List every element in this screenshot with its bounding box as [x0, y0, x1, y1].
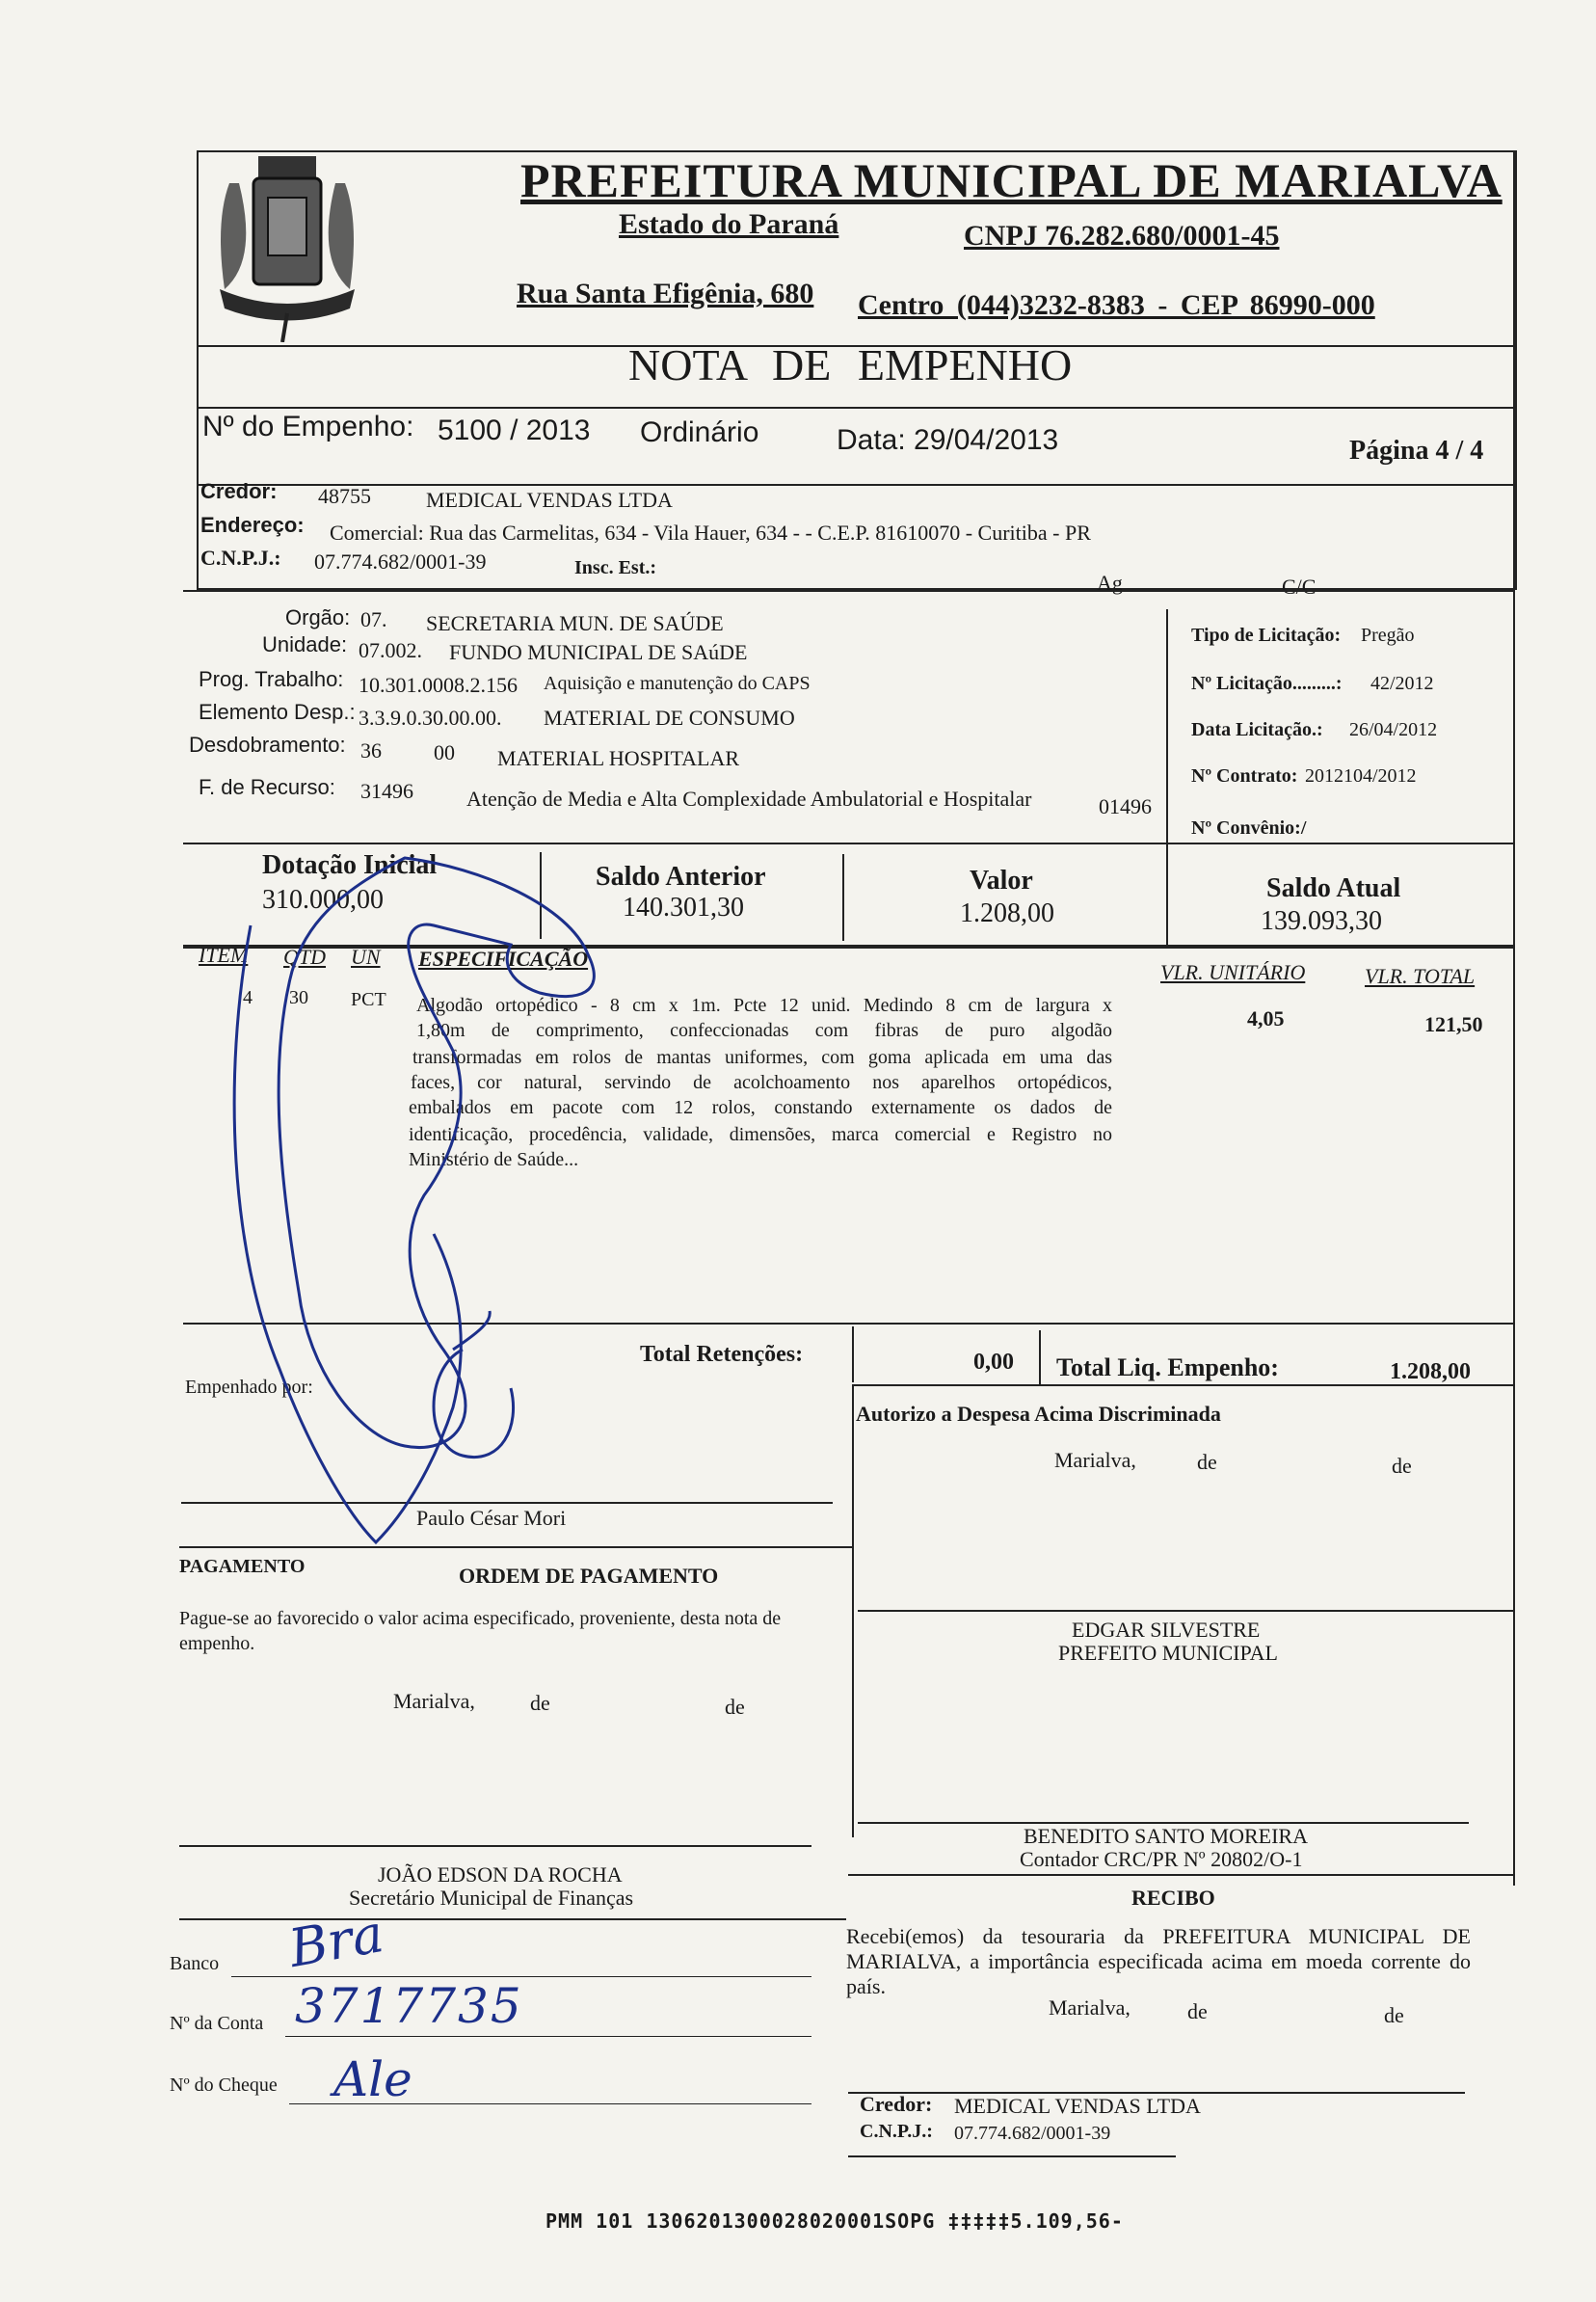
item-qtd: 30: [289, 987, 308, 1008]
pagamento-text: Pague-se ao favorecido o valor acima especificado, proveniente, desta nota de empenho.: [179, 1608, 782, 1654]
contrato-value: 2012104/2012: [1305, 765, 1417, 787]
orgao-name: SECRETARIA MUN. DE SAÚDE: [426, 611, 724, 635]
unidade-label: Unidade:: [262, 632, 348, 656]
footer-code: PMM 101 1306201300028020001SOPG ‡‡‡‡‡5.109,56-: [545, 2209, 1124, 2233]
autorizo-de-2: de: [1392, 1454, 1412, 1478]
header-state: Estado do Paraná: [619, 208, 839, 240]
recibo-cnpj-value: 07.774.682/0001-39: [954, 2123, 1111, 2144]
cheque-handwritten: Ale: [333, 2051, 412, 2107]
prog-label: Prog. Trabalho:: [199, 667, 344, 691]
handwritten-rubric: [164, 829, 626, 1562]
col-qtd: QTD: [283, 945, 327, 969]
credor-label: Credor:: [200, 479, 278, 503]
recibo-credor-label: Credor:: [860, 2092, 933, 2116]
recibo-label: RECIBO: [1131, 1886, 1215, 1910]
recibo-de-1: de: [1187, 1999, 1208, 2023]
credor-code: 48755: [318, 484, 371, 508]
recibo-city: Marialva,: [1049, 1995, 1130, 2020]
doc-title: NOTA DE EMPENHO: [628, 340, 1073, 389]
saldo-anterior-value: 140.301,30: [623, 893, 744, 923]
col-especificacao: ESPECIFICAÇÃO: [418, 947, 589, 971]
pagamento-label: PAGAMENTO: [179, 1556, 306, 1577]
autorizo-label: Autorizo a Despesa Acima Discriminada: [856, 1402, 1221, 1426]
conta-handwritten: 3717735: [295, 1978, 523, 2034]
total-retencoes-label: Total Retenções:: [640, 1342, 804, 1367]
desdobramento-name: MATERIAL HOSPITALAR: [497, 746, 740, 770]
saldo-anterior-label: Saldo Anterior: [596, 862, 766, 892]
item-vlr-total: 121,50: [1424, 1012, 1483, 1036]
item-desc-line-6: identificação, procedência, validade, dimensões, marca comercial e Registro no: [409, 1124, 1112, 1145]
banco-label: Banco: [170, 1953, 220, 1974]
item-un: PCT: [351, 989, 386, 1010]
dotacao-label: Dotação Inicial: [262, 850, 438, 880]
col-un: UN: [351, 945, 381, 969]
item-desc-line-5: embalados em pacote com 12 rolos, constando externamente os dados de: [409, 1097, 1112, 1118]
header-contact: Centro (044)3232-8383 - CEP 86990-000: [858, 289, 1375, 321]
prog-code: 10.301.0008.2.156: [359, 673, 518, 697]
autorizo-de-1: de: [1197, 1450, 1217, 1474]
empenho-type: Ordinário: [640, 416, 759, 448]
recurso-name: Atenção de Media e Alta Complexidade Ambulatorial e Hospitalar: [466, 787, 1032, 811]
ordem-pagamento-label: ORDEM DE PAGAMENTO: [459, 1564, 719, 1588]
recibo-credor-name: MEDICAL VENDAS LTDA: [954, 2094, 1201, 2118]
total-liq-label: Total Liq. Empenho:: [1056, 1353, 1279, 1381]
item-desc-line-1: Algodão ortopédico - 8 cm x 1m. Pcte 12 unid. Medindo 8 cm de largura x: [416, 995, 1112, 1016]
credor-name: MEDICAL VENDAS LTDA: [426, 488, 673, 512]
item-desc-line-2: 1,80m de comprimento, confeccionadas com fibras de puro algodão: [416, 1020, 1112, 1041]
empenho-date: Data: 29/04/2013: [837, 424, 1059, 456]
orgao-label: Orgão:: [285, 605, 351, 629]
recibo-de-2: de: [1384, 2003, 1404, 2027]
prefeito-title: PREFEITO MUNICIPAL: [1058, 1641, 1278, 1665]
recurso-code2: 01496: [1099, 794, 1152, 818]
desdobramento-code1: 36: [360, 738, 382, 763]
cnpj-label: C.N.P.J.:: [200, 546, 281, 570]
recibo-cnpj-label: C.N.P.J.:: [860, 2121, 933, 2142]
contador-name: BENEDITO SANTO MOREIRA: [1024, 1824, 1308, 1848]
num-licitacao-value: 42/2012: [1370, 673, 1434, 694]
data-licitacao-value: 26/04/2012: [1349, 719, 1438, 740]
autorizo-city: Marialva,: [1054, 1448, 1136, 1472]
header-street: Rua Santa Efigênia, 680: [517, 278, 814, 309]
empenhado-label: Empenhado por:: [185, 1377, 313, 1398]
unidade-code: 07.002.: [359, 638, 422, 662]
address-label: Endereço:: [200, 513, 305, 537]
desdobramento-code2: 00: [434, 740, 455, 764]
insc-label: Insc. Est.:: [574, 557, 657, 578]
col-vlr-unitario: VLR. UNITÁRIO: [1160, 960, 1306, 984]
item-desc-line-7: Ministério de Saúde...: [409, 1149, 579, 1170]
valor-label: Valor: [970, 866, 1033, 896]
tipo-licitacao-value: Pregão: [1361, 625, 1415, 646]
saldo-atual-label: Saldo Atual: [1266, 873, 1401, 903]
page-number: Página 4 / 4: [1349, 436, 1484, 466]
cc-label: C/C: [1282, 575, 1317, 599]
cheque-label: Nº do Cheque: [170, 2074, 278, 2096]
prog-name: Aquisição e manutenção do CAPS: [544, 673, 811, 694]
recurso-code: 31496: [360, 779, 413, 803]
pagamento-de-1: de: [530, 1691, 550, 1715]
unidade-name: FUNDO MUNICIPAL DE SAúDE: [449, 640, 748, 664]
pagamento-de-2: de: [725, 1695, 745, 1719]
convenio-label: Nº Convênio:/: [1191, 817, 1307, 839]
header-cnpj: CNPJ 76.282.680/0001-45: [964, 220, 1280, 252]
pagamento-city: Marialva,: [393, 1689, 475, 1713]
empenhado-name: Paulo César Mori: [416, 1506, 567, 1530]
credor-cnpj: 07.774.682/0001-39: [314, 549, 487, 574]
total-liq-value: 1.208,00: [1390, 1359, 1471, 1384]
item-desc-line-4: faces, cor natural, servindo de acolchoamento nos aparelhos ortopédicos,: [411, 1072, 1112, 1093]
orgao-code: 07.: [360, 607, 387, 631]
dotacao-value: 310.000,00: [262, 885, 384, 915]
saldo-atual-value: 139.093,30: [1261, 906, 1382, 936]
banco-handwritten: Bra: [284, 1902, 388, 1980]
tipo-licitacao-label: Tipo de Licitação:: [1191, 625, 1342, 646]
item-desc-line-3: transformadas em rolos de mantas uniformes, com goma aplicada em uma das: [412, 1047, 1112, 1068]
total-retencoes-value: 0,00: [973, 1350, 1014, 1375]
recurso-label: F. de Recurso:: [199, 775, 335, 799]
elemento-label: Elemento Desp.:: [199, 700, 356, 724]
prefeito-name: EDGAR SILVESTRE: [1072, 1618, 1261, 1642]
item-number: 4: [243, 987, 253, 1008]
contador-title: Contador CRC/PR Nº 20802/O-1: [1020, 1847, 1303, 1871]
header-title: PREFEITURA MUNICIPAL DE MARIALVA: [520, 153, 1503, 207]
secretario-name: JOÃO EDSON DA ROCHA: [378, 1862, 623, 1887]
col-vlr-total: VLR. TOTAL: [1365, 964, 1476, 988]
empenho-number: 5100 / 2013: [438, 415, 591, 446]
contrato-label: Nº Contrato:: [1191, 765, 1298, 787]
ag-label: Ag: [1097, 571, 1123, 595]
conta-label: Nº da Conta: [170, 2013, 264, 2034]
desdobramento-label: Desdobramento:: [189, 733, 346, 757]
elemento-name: MATERIAL DE CONSUMO: [544, 706, 795, 730]
elemento-code: 3.3.9.0.30.00.00.: [359, 706, 502, 730]
data-licitacao-label: Data Licitação.:: [1191, 719, 1323, 740]
col-item: ITEM: [199, 943, 249, 967]
valor-value: 1.208,00: [960, 898, 1054, 928]
credor-address: Comercial: Rua das Carmelitas, 634 - Vila Hauer, 634 - - C.E.P. 81610070 - Curitiba - PR: [330, 521, 1091, 545]
item-vlr-unit: 4,05: [1247, 1006, 1285, 1031]
secretario-title: Secretário Municipal de Finanças: [349, 1886, 634, 1910]
recibo-text: Recebi(emos) da tesouraria da PREFEITURA MUNICIPAL DE MARIALVA, a importância especificada acima em moeda corrente do país.: [846, 1924, 1471, 1998]
empenho-number-label: Nº do Empenho:: [202, 411, 414, 442]
coat-of-arms-icon: [200, 145, 374, 342]
num-licitacao-label: Nº Licitação.........:: [1191, 673, 1343, 694]
